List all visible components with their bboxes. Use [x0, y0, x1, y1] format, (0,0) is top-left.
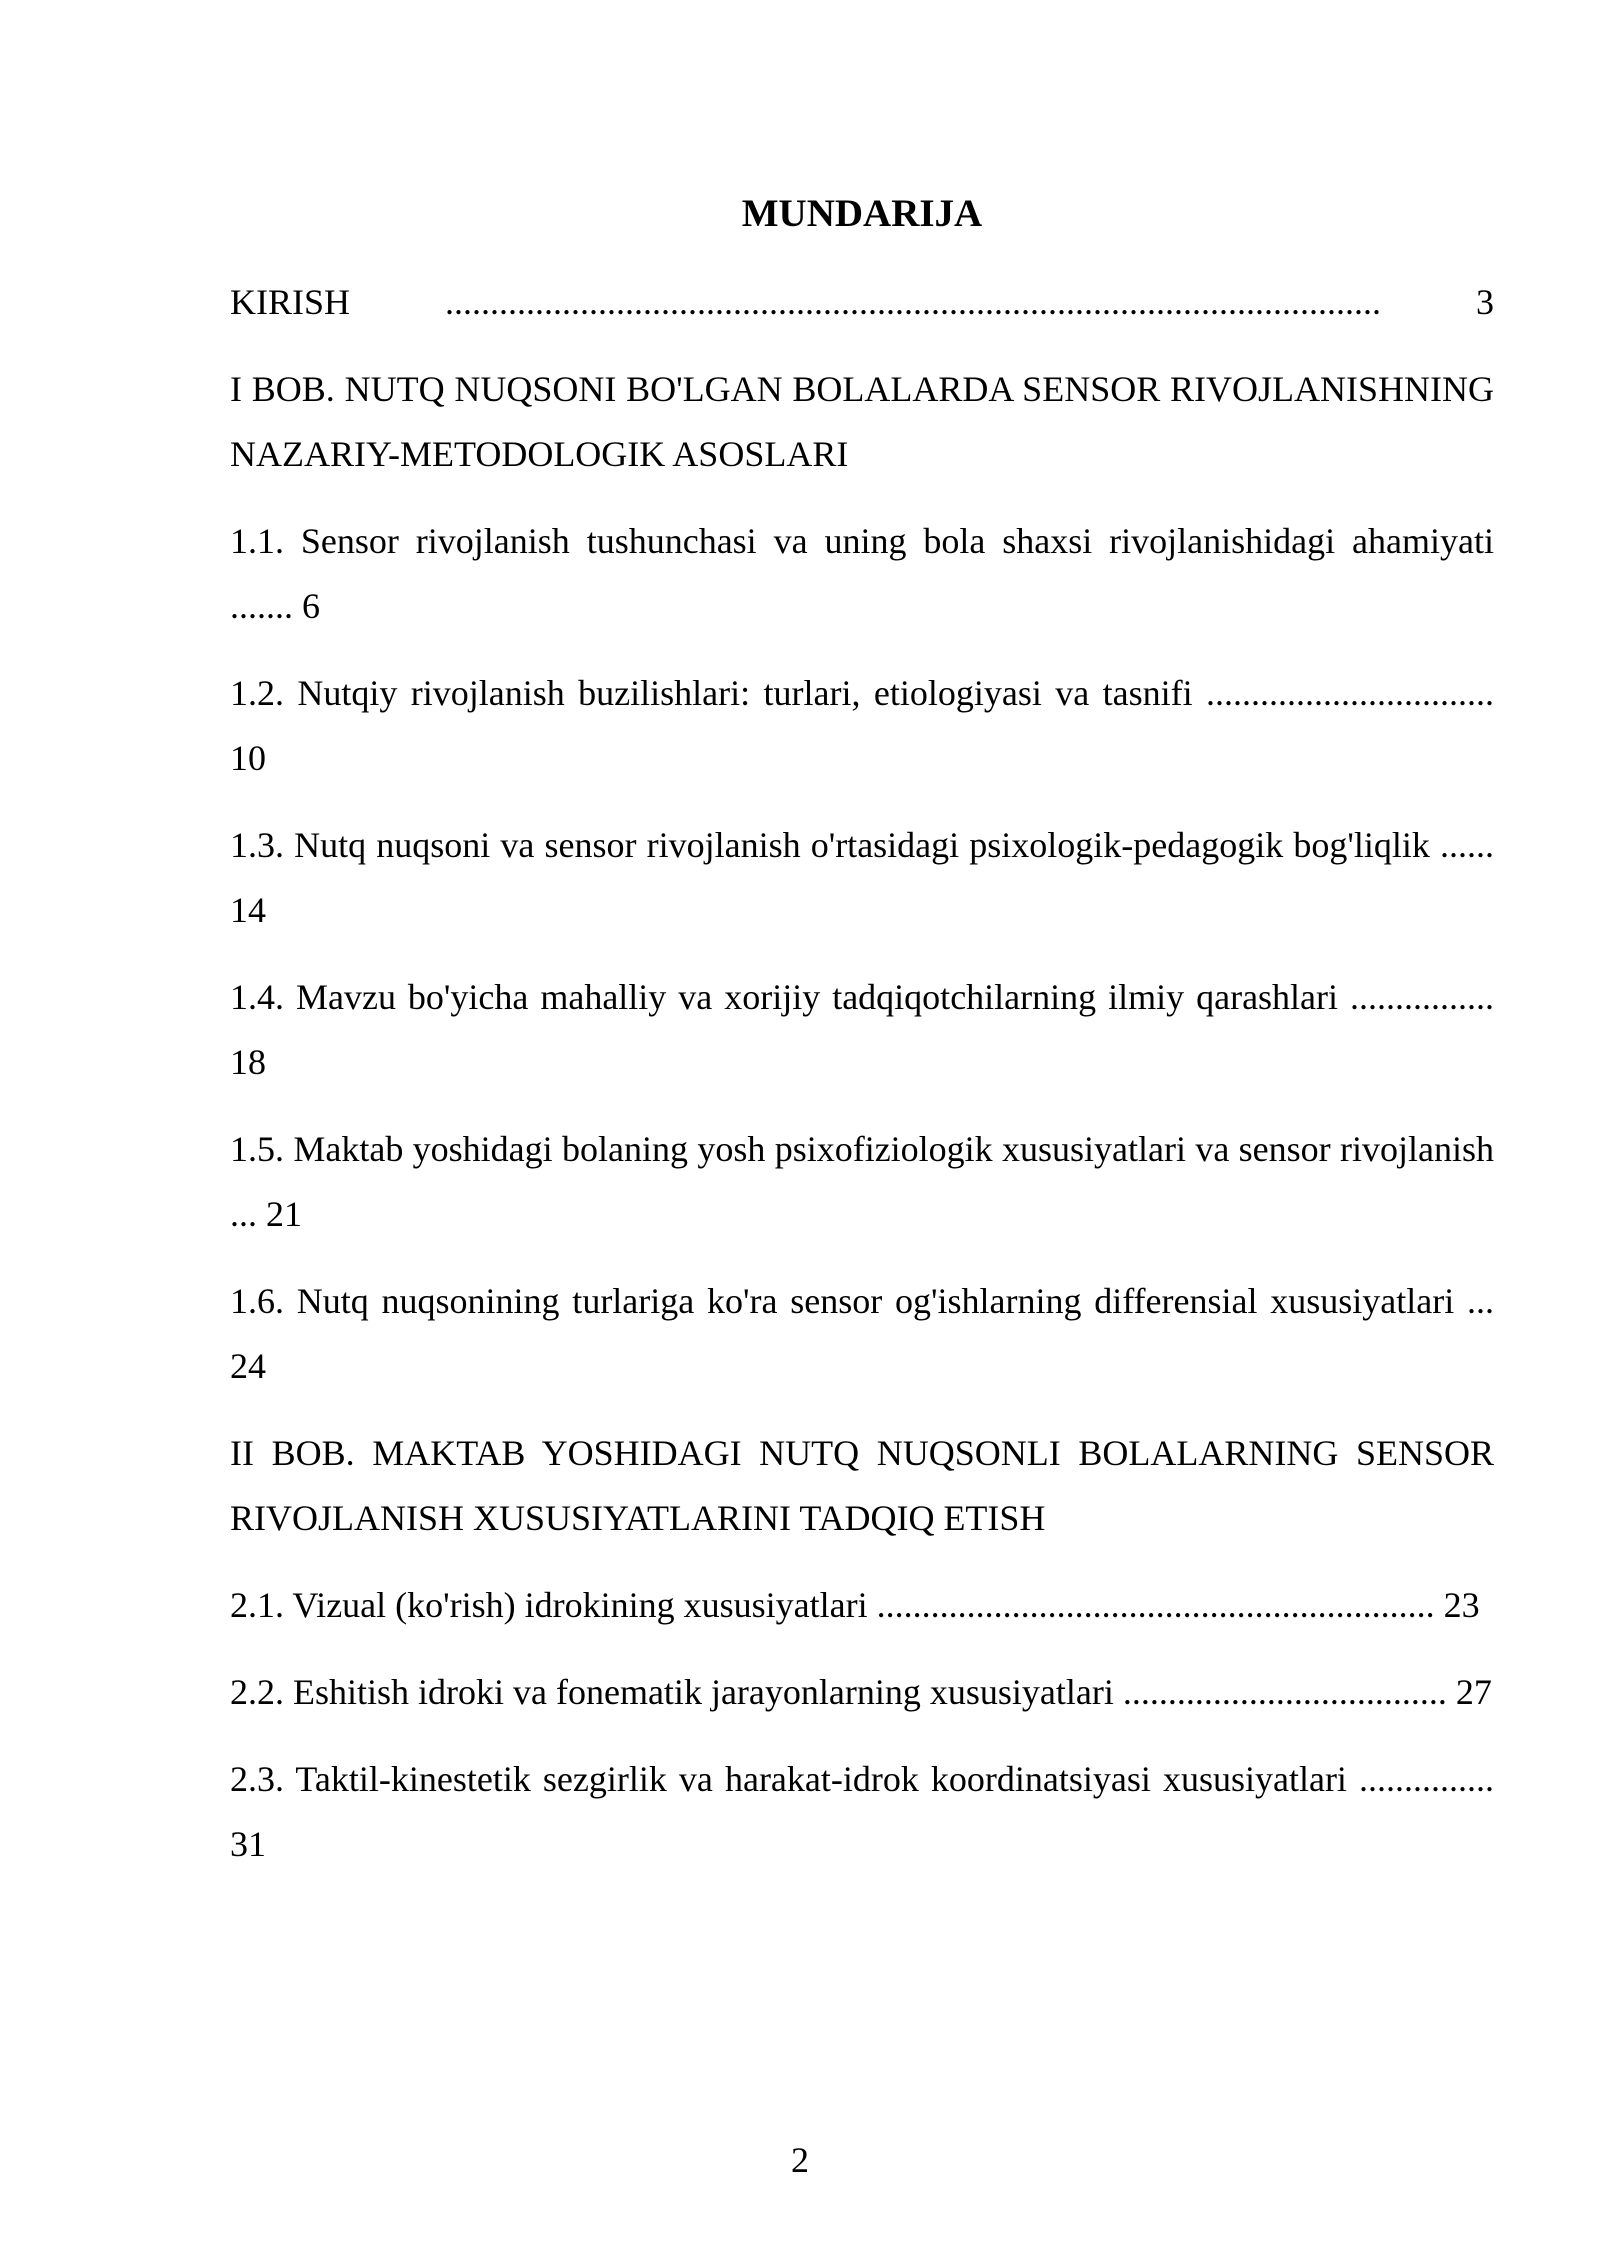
table-of-contents — [230, 270, 1494, 1899]
page-title: MUNDARIJA — [741, 192, 983, 235]
toc-entry-chapter-2: II BOB. MAKTAB YOSHIDAGI NUTQ NUQSONLI BOLALARNING SENSOR RIVOJLANISH XUSUSIYATLARINI TADQIQ ETISH — [230, 1433, 1494, 1538]
toc-entry-1-5: 1.5. Maktab yoshidagi bolaning yosh psixofiziologik xususiyatlari va sensor rivojlanish ... 21 — [230, 1129, 1494, 1234]
toc-entry-1-1: 1.1. Sensor rivojlanish tushunchasi va uning bola shaxsi rivojlanishidagi ahamiyati ....... 6 — [230, 521, 1494, 626]
toc-entry-1-3: 1.3. Nutq nuqsoni va sensor rivojlanish o'rtasidagi psixologik-pedagogik bog'liqlik ...... 14 — [230, 825, 1494, 930]
toc-entry-2-3: 2.3. Taktil-kinestetik sezgirlik va harakat-idrok koordinatsiyasi xususiyatlari ............... 31 — [230, 1759, 1494, 1864]
toc-entry-2-1: 2.1. Vizual (ko'rish) idrokining xususiyatlari .............................................................. 23 — [230, 1585, 1480, 1625]
toc-entry-1-4: 1.4. Mavzu bo'yicha mahalliy va xorijiy tadqiqotchilarning ilmiy qarashlari ................ 18 — [230, 977, 1494, 1082]
toc-entry-chapter-1: I BOB. NUTQ NUQSONI BO'LGAN BOLALARDA SENSOR RIVOJLANISHNING NAZARIY-METODOLOGIK ASOSLARI — [230, 369, 1494, 474]
toc-entry-kirish: KIRISH ........................................................................................................ 3 — [230, 282, 1494, 322]
toc-entry-2-2: 2.2. Eshitish idroki va fonematik jarayonlarning xususiyatlari .................................... 27 — [230, 1672, 1492, 1712]
toc-entry-1-6: 1.6. Nutq nuqsonining turlariga ko'ra sensor og'ishlarning differensial xususiyatlari ... 24 — [230, 1281, 1494, 1386]
toc-entry-1-2: 1.2. Nutqiy rivojlanish buzilishlari: turlari, etiologiyasi va tasnifi ................................ 10 — [230, 673, 1494, 778]
page-number: 2 — [791, 2140, 809, 2180]
